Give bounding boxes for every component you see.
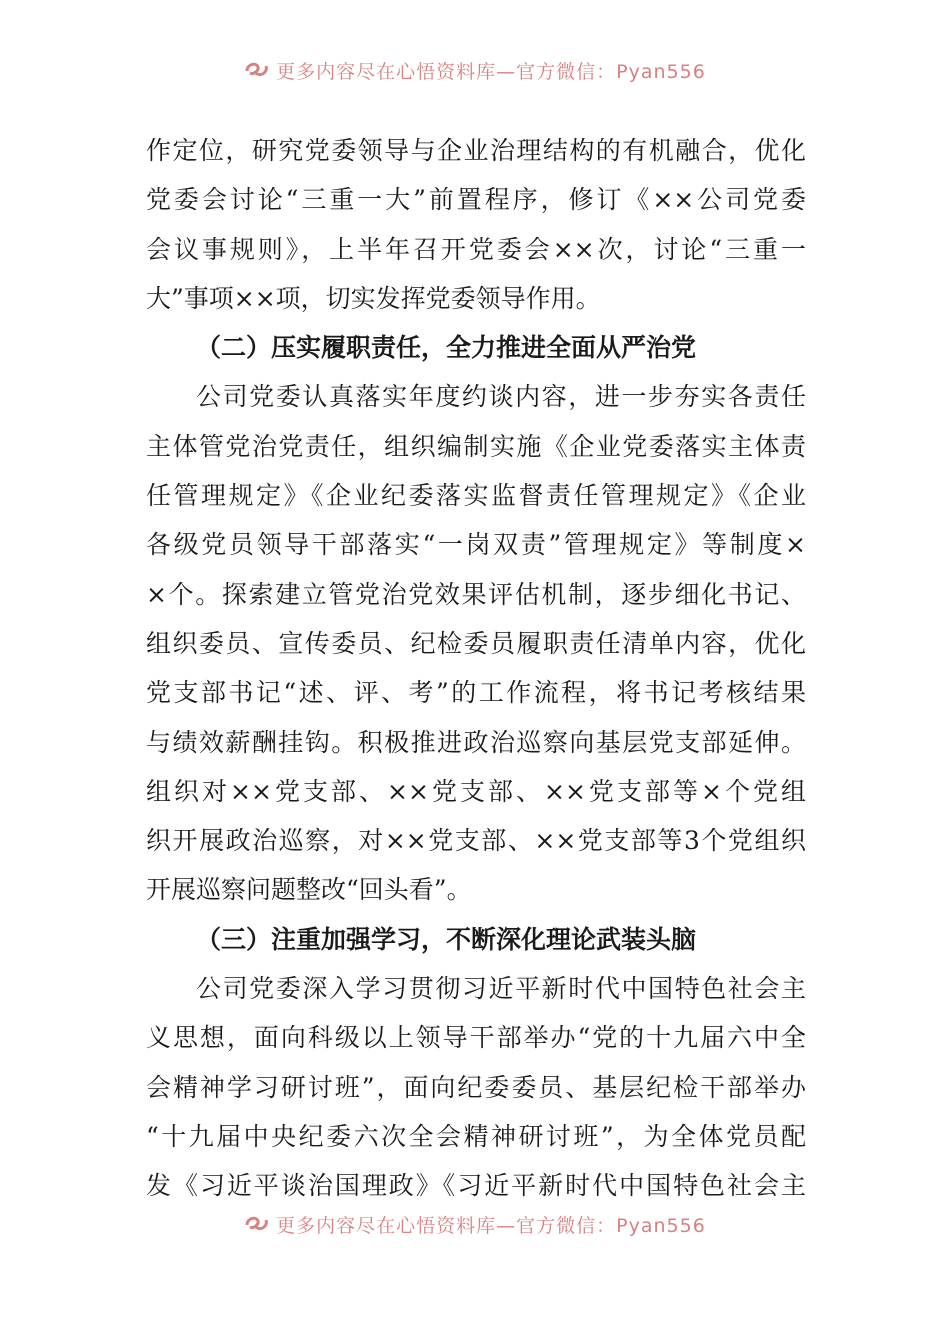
text-line: 织开展政治巡察，对××党支部、××党支部等3个党组织: [146, 826, 806, 856]
text-line: “十九届中央纪委六次全会精神研讨班”，为全体党员配: [146, 1121, 806, 1151]
text-line: 组织对××党支部、××党支部、××党支部等×个党组: [146, 776, 806, 806]
text-line: 开展巡察问题整改“回头看”。: [146, 875, 472, 905]
text-line: 义思想，面向科级以上领导干部举办“党的十九届六中全: [146, 1023, 806, 1053]
text-line: 发《习近平谈治国理政》《习近平新时代中国特色社会主: [146, 1171, 806, 1201]
text-line: 与绩效薪酬挂钩。积极推进政治巡察向基层党支部延伸。: [146, 727, 806, 757]
section-heading: （二）压实履职责任，全力推进全面从严治党: [196, 333, 697, 363]
section-heading: （三）注重加强学习，不断深化理论武装头脑: [196, 924, 697, 954]
text-line: 作定位，研究党委领导与企业治理结构的有机融合，优化: [146, 136, 806, 165]
document-body: [146, 126, 806, 1211]
logo-icon: [244, 1213, 270, 1235]
text-line: 各级党员领导干部落实“一岗双责”管理规定》等制度×: [146, 530, 806, 560]
text-line: 会精神学习研讨班”，面向纪委委员、基层纪检干部举办: [146, 1072, 806, 1102]
watermark-text: 更多内容尽在心悟资料库—官方微信：Pyan556: [276, 1214, 706, 1237]
logo-icon: [244, 59, 270, 81]
watermark-footer: [0, 1208, 950, 1240]
text-line: 会议事规则》，上半年召开党委会××次，讨论“三重一: [146, 234, 806, 264]
watermark-text: 更多内容尽在心悟资料库—官方微信：Pyan556: [276, 60, 706, 83]
text-line: 党支部书记“述、评、考”的工作流程，将书记考核结果: [146, 678, 806, 708]
text-line: 组织委员、宣传委员、纪检委员履职责任清单内容，优化: [146, 628, 806, 658]
text-line: 大”事项××项，切实发挥党委领导作用。: [146, 283, 601, 313]
watermark-header: [0, 54, 950, 86]
text-line: 任管理规定》《企业纪委落实监督责任管理规定》《企业: [146, 481, 806, 511]
paragraph-start: 公司党委深入学习贯彻习近平新时代中国特色社会主: [196, 974, 806, 1004]
paragraph-start: 公司党委认真落实年度约谈内容，进一步夯实各责任: [196, 382, 806, 412]
text-line: ×个。探索建立管党治党效果评估机制，逐步细化书记、: [146, 579, 806, 609]
text-line: 党委会讨论“三重一大”前置程序，修订《××公司党委: [146, 185, 806, 215]
text-line: 主体管党治党责任，组织编制实施《企业党委落实主体责: [146, 431, 806, 461]
